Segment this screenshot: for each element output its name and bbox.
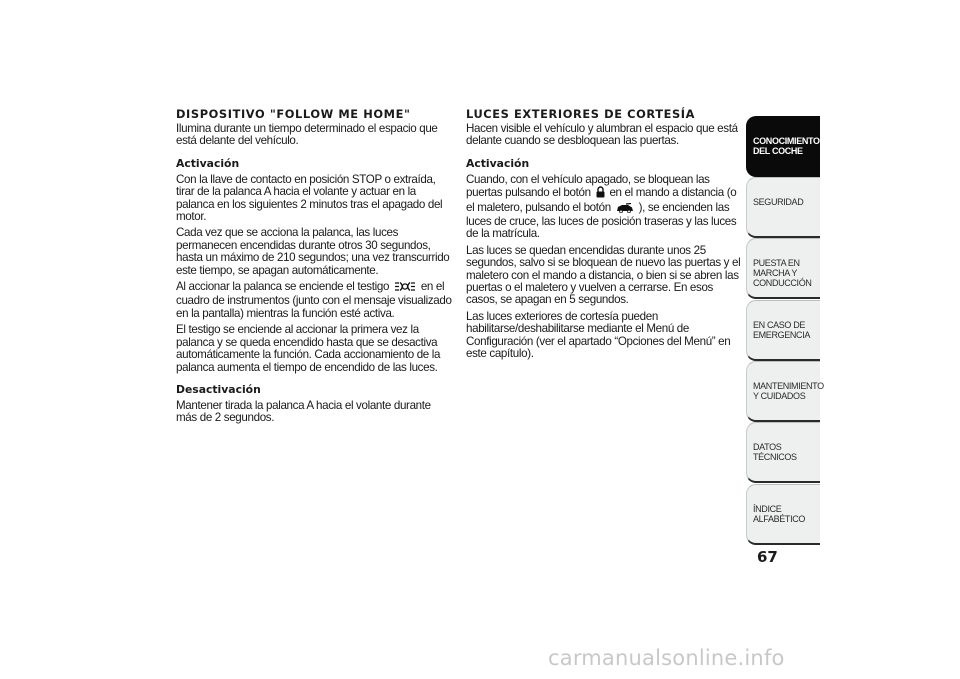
- activacion-paragraph-3: [176, 281, 452, 320]
- tab-indice-alfabetico[interactable]: ÍNDICE ALFABÉTICO: [746, 484, 820, 545]
- activacion-p3-text-b: en el cuadro de instrumentos (junto con el mensaje visualizado en la pantalla) mientras la función esté activa.: [176, 280, 452, 320]
- section-title-courtesy-lights: LUCES EXTERIORES DE CORTESÍA: [466, 107, 696, 121]
- courtesy-activacion-paragraph-3: Las luces exteriores de cortesía pueden habilitarse/deshabilitarse mediante el Menú de Configuración (ver el apartado “Opciones del Menú” en este capítulo).: [466, 309, 731, 361]
- activacion-heading: Activación: [176, 156, 240, 170]
- desactivacion-paragraph-1: Mantener tirada la palanca A hacia el volante durante más de 2 segundos.: [176, 398, 431, 425]
- car-trunk-icon: [616, 203, 634, 216]
- courtesy-p1-text-c: ), se encienden las luces de cruce, las luces de posición traseras y las luces de la matrícula.: [466, 200, 737, 241]
- courtesy-p1-text-a: Cuando, con el vehículo apagado, se bloquean las puertas pulsando el botón: [466, 172, 710, 200]
- activacion-paragraph-4: El testigo se enciende al accionar la primera vez la palanca y se queda encendido hasta que se desactiva automáticamente la función. Cada accionamiento de la palanca aumenta el tiempo de encendido de las luces.: [176, 323, 441, 374]
- tab-seguridad[interactable]: SEGURIDAD: [746, 177, 820, 238]
- courtesy-p1-text-b: en el mando a distancia (o el maletero, pulsando el botón: [466, 186, 737, 214]
- follow-me-home-intro: Ilumina durante un tiempo determinado el espacio que está delante del vehículo.: [176, 122, 438, 148]
- page-number: 67: [757, 548, 778, 566]
- tab-en-caso-de-emergencia[interactable]: EN CASO DE EMERGENCIA: [746, 300, 820, 361]
- follow-me-home-section: [176, 107, 452, 429]
- tab-conocimiento-del-coche[interactable]: CONOCIMIENTO DEL COCHE: [746, 116, 820, 177]
- tab-mantenimiento[interactable]: MANTENIMIENTO Y CUIDADOS: [746, 361, 820, 422]
- tab-datos-tecnicos[interactable]: DATOS TÉCNICOS: [746, 422, 820, 483]
- courtesy-lights-section: [466, 107, 742, 365]
- courtesy-activacion-paragraph-1: [466, 174, 742, 241]
- follow-me-home-warning-light-icon: [394, 281, 416, 295]
- courtesy-lights-intro: Hacen visible el vehículo y alumbran el espacio que está delante cuando se desbloquean las puertas.: [466, 122, 738, 148]
- desactivacion-heading: Desactivación: [176, 382, 261, 396]
- activacion-paragraph-1: Con la llave de contacto en posición STOP o extraída, tirar de la palanca A hacia el volante y actuar en la palanca en los siguientes 2 minutos tras el apagado del motor.: [176, 172, 443, 224]
- section-title-follow-me-home: DISPOSITIVO "FOLLOW ME HOME": [176, 107, 411, 121]
- padlock-icon: [596, 186, 605, 201]
- activacion-paragraph-2: Cada vez que se acciona la palanca, las luces permanecen encendidas durante otros 30 segundos, hasta un máximo de 210 segundos; una vez transcurrido este tiempo, se apagan automáticamente.: [176, 226, 450, 277]
- watermark: carmanualsonline.info: [548, 646, 785, 670]
- courtesy-activacion-heading: Activación: [466, 156, 530, 170]
- activacion-p3-text-a: Al accionar la palanca se enciende el testigo: [176, 280, 390, 294]
- courtesy-activacion-paragraph-2: Las luces se quedan encendidas durante unos 25 segundos, salvo si se bloquean de nuevo las puertas y el maletero con el mando a distancia, o bien si se abren las puertas o el maletero y vuelven a cerrarse. En esos casos, se apagan en 5 segundos.: [466, 243, 741, 307]
- tab-puesta-en-marcha[interactable]: PUESTA EN MARCHA Y CONDUCCIÓN: [746, 238, 820, 299]
